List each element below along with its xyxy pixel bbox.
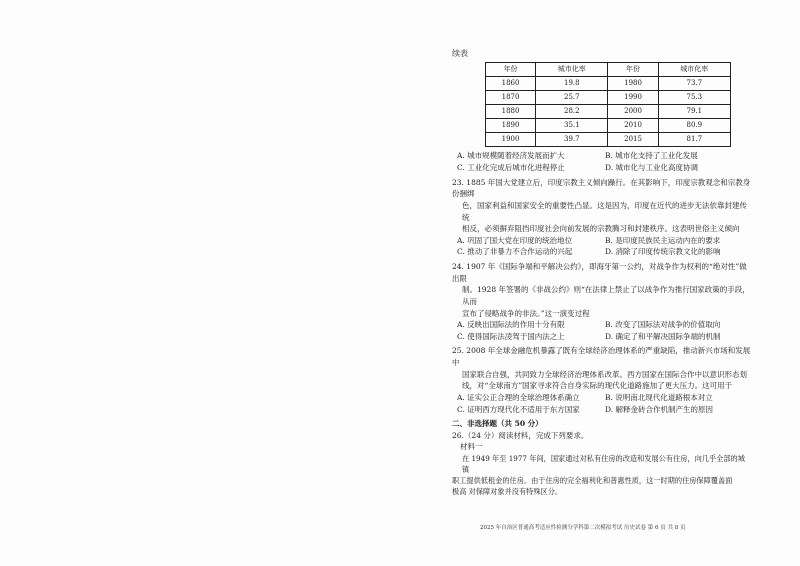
table-cell: 2000: [608, 105, 658, 119]
option-a: A. 巩固了国大党在印度的统治地位: [457, 235, 573, 245]
table-cell: 73.7: [658, 77, 730, 91]
question-text: 制。1928 年签署的《非战公约》则“在法律上禁止了以战争作为推行国家政策的手段，从而: [462, 285, 750, 306]
table-cell: 1880: [486, 105, 536, 119]
table-cell: 75.3: [658, 91, 730, 105]
option-b: B. 改变了国际法对战争的价值取向: [605, 320, 721, 330]
material-line: 职工提供低租金的住房。由于住房的完全福利化和普惠性质，这一时期的住房保障覆盖面: [452, 476, 733, 486]
material-title: 材料一: [460, 442, 483, 452]
table-cell: 1890: [486, 119, 536, 133]
option-c: C. 推动了非暴力不合作运动的兴起: [457, 247, 573, 257]
option-c: C. 工业化完成后城市化进程停止: [457, 163, 565, 173]
option-d: D. 城市化与工业化高度协调: [605, 163, 699, 173]
question-25: [452, 345, 752, 415]
option-a: A. 反映出国际法的作用十分有限: [457, 320, 565, 330]
option-a: A. 证实公正合理的全球治理体系确立: [457, 392, 580, 402]
question-text: 色，国家利益和国家安全的重要性凸显。这是因为，印度在近代的进步无法依靠封建传统: [462, 200, 747, 222]
table-cell: 79.1: [658, 105, 730, 119]
table-header-cell: 城市化率: [536, 63, 608, 77]
table-cell: 19.8: [536, 77, 608, 91]
option-b: B. 说明南北现代化道路根本对立: [605, 392, 713, 402]
question-text: 24. 1907 年《国际争端和平解决公约》，即海牙第一公约，对战争作为权利的“绝对性”做出限: [452, 262, 747, 283]
material-line: 在 1949 年至 1977 年间，国家通过对私有住房的改造和发展公有住房，向几乎全部的城镇: [462, 454, 745, 475]
table-row: [486, 105, 731, 119]
table-cell: 28.2: [536, 105, 608, 119]
option-b: B. 城市化支持了工业化发展: [605, 151, 698, 161]
table-cell: 1990: [608, 91, 658, 105]
table-cell: 1870: [486, 91, 536, 105]
table-header-row: [486, 63, 731, 77]
question-text: 宣布了侵略战争的非法。”这一演变过程: [462, 308, 590, 318]
q25-options: [452, 392, 752, 415]
material-line: 极高 对保障对象并没有特殊区分。: [452, 487, 563, 497]
table-header-cell: 年份: [608, 63, 658, 77]
table-cell: 81.7: [658, 133, 730, 147]
table-header-cell: 城市化率: [658, 63, 730, 77]
table-cell: 80.9: [658, 119, 730, 133]
table-header-cell: 年份: [486, 63, 536, 77]
table-row: [486, 119, 731, 133]
option-c: C. 证明西方现代化不适用于东方国家: [457, 404, 580, 414]
page-footer: 2025 年自治区普通高考适应性检测分学科第二次模拟考试 历史试卷 第 6 页 共 8 页: [480, 525, 686, 531]
q22-options: [452, 150, 752, 173]
question-text: 国家联合自强，共同致力全球经济治理体系改革。西方国家在国际合作中以意识形态划: [462, 369, 747, 379]
option-d: D. 消除了印度传统宗教文化的影响: [605, 247, 721, 257]
urbanization-table: [485, 62, 731, 147]
table-row: [486, 91, 731, 105]
question-text: 23. 1885 年国大党建立后，印度宗教主义倾向躁行。在其影响下，印度宗教观念和宗教身份捆绑: [452, 177, 751, 199]
question-text: 相反，必须摒弃阻挡印度社会向前发展的宗教腾习和封建秩序。这表明世俗主义倾向: [462, 224, 740, 234]
question-text: 25. 2008 年全球金融危机暴露了既有全球经济治理体系的严重缺陷，推动新兴市场和发展中: [452, 346, 751, 368]
table-cell: 1860: [486, 77, 536, 91]
question-23: [452, 177, 752, 258]
material-body: [452, 453, 752, 498]
question-26: 26.（24 分）阅读材料，完成下列要求。: [452, 430, 589, 440]
table-row: [486, 77, 731, 91]
section-heading: 二、非选择题（共 50 分）: [452, 419, 543, 429]
option-b: B. 是印度民族民主运动内在的要求: [605, 235, 721, 245]
table-cell: 39.7: [536, 133, 608, 147]
q24-options: [452, 319, 752, 342]
option-d: D. 确定了和平解决国际争端的机制: [605, 331, 721, 341]
table-cell: 2015: [608, 133, 658, 147]
table-cell: 1980: [608, 77, 658, 91]
option-d: D. 解释金砖合作机制产生的原因: [605, 404, 714, 414]
table-cell: 35.1: [536, 119, 608, 133]
table-cell: 1900: [486, 133, 536, 147]
table-cell: 25.7: [536, 91, 608, 105]
table-cell: 2010: [608, 119, 658, 133]
table-caption: 续表: [452, 49, 468, 58]
page-content: [452, 48, 752, 498]
question-text: 线，对“全球南方”国家寻求符合自身实际的现代化道路施加了更大压力。这可用于: [462, 381, 733, 391]
q23-options: [452, 235, 752, 258]
option-c: C. 使得国际法凌驾于国内法之上: [457, 331, 565, 341]
question-24: [452, 261, 752, 342]
table-row: [486, 133, 731, 147]
option-a: A. 城市规模随着经济发展而扩大: [457, 151, 565, 161]
